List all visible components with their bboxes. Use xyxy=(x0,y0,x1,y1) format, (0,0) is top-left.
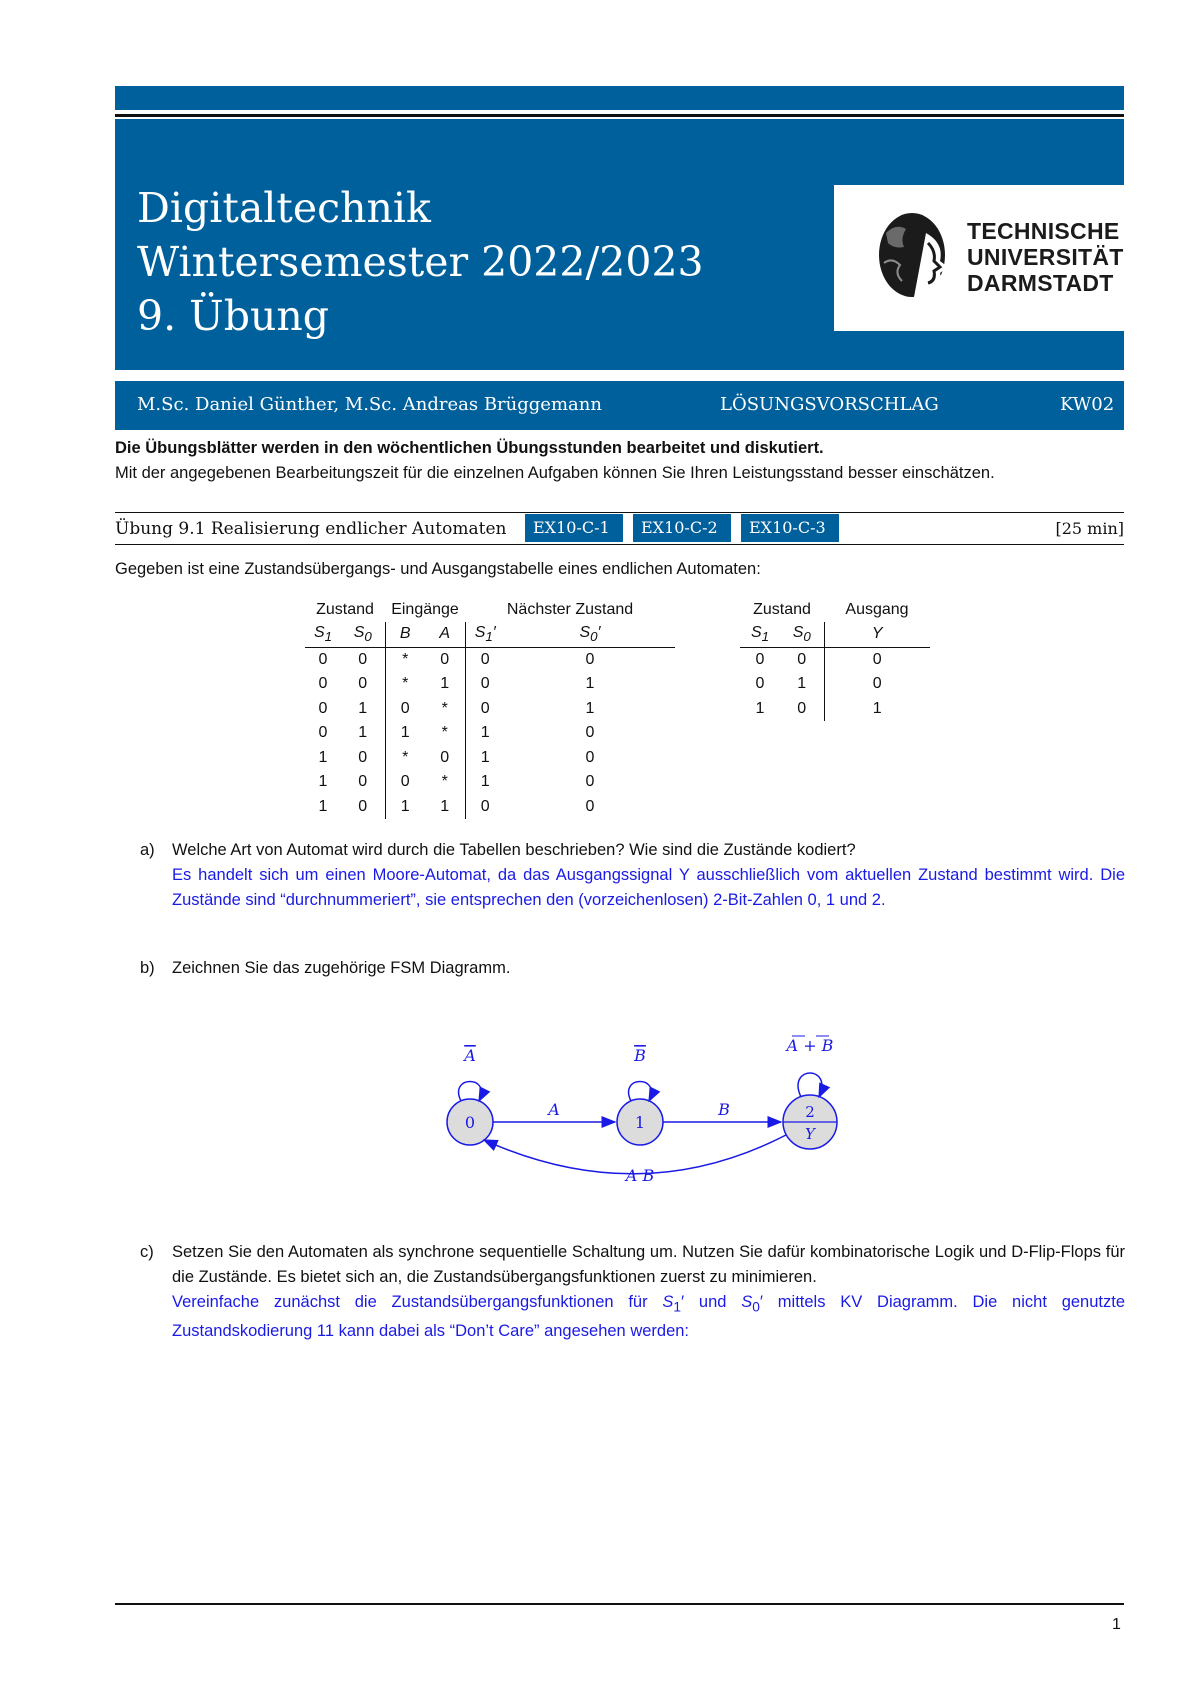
table-cell: 0 xyxy=(440,748,450,766)
table-cell: 0 xyxy=(755,675,765,693)
col-symbol: $S_1'$ xyxy=(465,622,505,647)
intro-text xyxy=(115,436,995,486)
self-loop-label: B xyxy=(634,1046,646,1065)
table-cell: * xyxy=(441,773,448,791)
table-cell: 0 xyxy=(585,748,595,766)
col-symbol: A xyxy=(425,622,465,647)
table-cell: 0 xyxy=(755,650,765,668)
table-cell: 0 xyxy=(318,675,328,693)
table-row xyxy=(305,795,675,820)
page-number: 1 xyxy=(1112,1616,1121,1633)
state-label: 1 xyxy=(634,1113,646,1132)
table-row xyxy=(305,672,675,697)
table-cell: 0 xyxy=(824,672,930,697)
table-row xyxy=(305,647,675,672)
table-cell: 1 xyxy=(318,773,328,791)
table-cell: 1 xyxy=(318,797,328,815)
table-cell: 1 xyxy=(465,746,505,771)
table-cell: 1 xyxy=(585,675,595,693)
exercise-given: Gegeben ist eine Zustandsübergangs- und Ausgangstabelle eines endlichen Automaten: xyxy=(115,560,761,578)
table-cell: 0 xyxy=(318,724,328,742)
table-cell: 0 xyxy=(465,672,505,697)
table-cell: 0 xyxy=(465,647,505,672)
athena-head-icon xyxy=(866,203,956,313)
table-row xyxy=(740,672,930,697)
header-rule xyxy=(115,114,1124,117)
state-label: 2 xyxy=(805,1103,815,1121)
question-label: c) xyxy=(140,1243,154,1261)
exercise-header xyxy=(115,512,1124,545)
table-cell: 1 xyxy=(465,721,505,746)
table-cell: * xyxy=(385,672,425,697)
authors: M.Sc. Daniel Günther, M.Sc. Andreas Brüggemann xyxy=(137,394,602,415)
output-table xyxy=(740,598,930,721)
table-cell: 1 xyxy=(440,797,450,815)
table-cell: 0 xyxy=(385,697,425,722)
col-symbol: B xyxy=(385,622,425,647)
col-symbol: $S_0'$ xyxy=(505,622,675,647)
table-row xyxy=(305,746,675,771)
table-row xyxy=(740,647,930,672)
table-cell: 0 xyxy=(358,650,368,668)
intro-bold: Die Übungsblätter werden in den wöchentlichen Übungsstunden bearbeitet und diskutiert. xyxy=(115,439,824,457)
table-cell: 0 xyxy=(585,797,595,815)
question-label: a) xyxy=(140,841,155,859)
week-label: KW02 xyxy=(1060,394,1115,415)
header-banner xyxy=(115,119,1124,370)
table-cell: 0 xyxy=(465,697,505,722)
table-cell: 0 xyxy=(465,795,505,820)
question-text: Zeichnen Sie das zugehörige FSM Diagramm. xyxy=(172,959,511,977)
table-cell: 0 xyxy=(797,650,807,668)
table-row xyxy=(305,697,675,722)
table-cell: 1 xyxy=(358,699,368,717)
state-output: Y xyxy=(805,1125,815,1143)
table-cell: 1 xyxy=(358,724,368,742)
title-line-2: Wintersemester 2022/2023 xyxy=(137,238,704,286)
table-cell: 0 xyxy=(318,650,328,668)
table-row xyxy=(305,721,675,746)
exercise-tag: EX10-C-3 xyxy=(741,514,839,542)
table-cell: 0 xyxy=(358,748,368,766)
table-cell: 0 xyxy=(585,773,595,791)
table-cell: * xyxy=(385,647,425,672)
col-symbol: Y xyxy=(824,622,930,647)
question-b xyxy=(140,956,1125,986)
group-header: Eingänge xyxy=(391,601,459,618)
group-header: Zustand xyxy=(753,601,811,618)
table-cell: 1 xyxy=(385,721,425,746)
question-text: Welche Art von Automat wird durch die Tabellen beschrieben? Wie sind die Zustände kodiert? xyxy=(172,841,856,859)
exercise-tag: EX10-C-2 xyxy=(633,514,731,542)
table-cell: 0 xyxy=(358,773,368,791)
edge-label: A xyxy=(548,1100,560,1119)
state-label: 0 xyxy=(464,1113,476,1132)
table-cell: 0 xyxy=(358,675,368,693)
exercise-tag: EX10-C-1 xyxy=(525,514,623,542)
edge-label: B xyxy=(718,1100,730,1119)
question-label: b) xyxy=(140,959,155,977)
self-loop-label: A xyxy=(464,1046,476,1065)
group-header: Zustand xyxy=(316,601,374,618)
university-logo xyxy=(834,185,1124,331)
table-cell: 1 xyxy=(585,699,595,717)
table-cell: 0 xyxy=(358,797,368,815)
header-top-bar xyxy=(115,86,1124,110)
table-cell: 0 xyxy=(585,724,595,742)
transition-table xyxy=(305,598,675,819)
exercise-time: [25 min] xyxy=(1055,519,1124,538)
table-cell: 1 xyxy=(318,748,328,766)
logo-text: TECHNISCHE UNIVERSITÄT DARMSTADT xyxy=(967,218,1124,296)
col-symbol: $S_1$ xyxy=(740,622,780,647)
answer-text: Es handelt sich um einen Moore-Automat, da das Ausgangssignal Y ausschließlich vom aktuellen Zustand bestimmt wird. Die Zustände sind “durchnummeriert”, sie entsprechen den (vorzeichenlosen) 2-Bit-Zahlen 0, 1 und 2. xyxy=(172,866,1125,909)
table-cell: 1 xyxy=(440,675,450,693)
table-cell: 1 xyxy=(385,795,425,820)
group-header: Ausgang xyxy=(845,601,909,618)
table-cell: 0 xyxy=(318,699,328,717)
title-line-3: 9. Übung xyxy=(137,292,330,340)
answer-text: Vereinfache zunächst die Zustandsübergangsfunktionen für $S_1'$ und $S_0'$ mittels KV Diagramm. Die nicht genutzte Zustandskodierung 11 kann dabei als “Don’t Care” angesehen werden: xyxy=(172,1293,1125,1341)
table-cell: 0 xyxy=(797,699,807,717)
table-cell: * xyxy=(385,746,425,771)
table-cell: 1 xyxy=(465,770,505,795)
edge-label: A B xyxy=(625,1166,655,1185)
page-title xyxy=(137,181,704,343)
question-a xyxy=(140,838,1125,938)
header-subbar xyxy=(115,381,1124,430)
table-cell: 1 xyxy=(824,697,930,722)
fsm-diagram xyxy=(420,1025,920,1195)
footer-rule xyxy=(115,1603,1124,1605)
title-line-1: Digitaltechnik xyxy=(137,184,431,232)
table-cell: 0 xyxy=(824,647,930,672)
solution-label: LÖSUNGSVORSCHLAG xyxy=(720,394,939,415)
col-symbol: $S_0$ xyxy=(341,622,385,647)
table-cell: 1 xyxy=(797,675,807,693)
col-symbol: $S_0$ xyxy=(780,622,824,647)
table-row xyxy=(305,770,675,795)
intro-line-2: Mit der angegebenen Bearbeitungszeit für die einzelnen Aufgaben können Sie Ihren Leistungsstand besser einschätzen. xyxy=(115,464,995,482)
group-header: Nächster Zustand xyxy=(506,601,634,618)
table-cell: * xyxy=(441,724,448,742)
question-c xyxy=(140,1240,1125,1360)
table-cell: 0 xyxy=(585,650,595,668)
self-loop-label: A + B xyxy=(786,1036,834,1055)
table-cell: 0 xyxy=(440,650,450,668)
table-cell: 0 xyxy=(385,770,425,795)
exercise-title: Übung 9.1 Realisierung endlicher Automaten xyxy=(115,519,507,539)
table-row xyxy=(740,697,930,722)
question-text: Setzen Sie den Automaten als synchrone sequentielle Schaltung um. Nutzen Sie dafür kombinatorische Logik und D-Flip-Flops für die Zustände. Es bietet sich an, die Zustandsübergangsfunktionen zuerst zu minimieren. xyxy=(172,1243,1125,1286)
table-cell: 1 xyxy=(755,699,765,717)
col-symbol: $S_1$ xyxy=(305,622,341,647)
table-cell: * xyxy=(441,699,448,717)
